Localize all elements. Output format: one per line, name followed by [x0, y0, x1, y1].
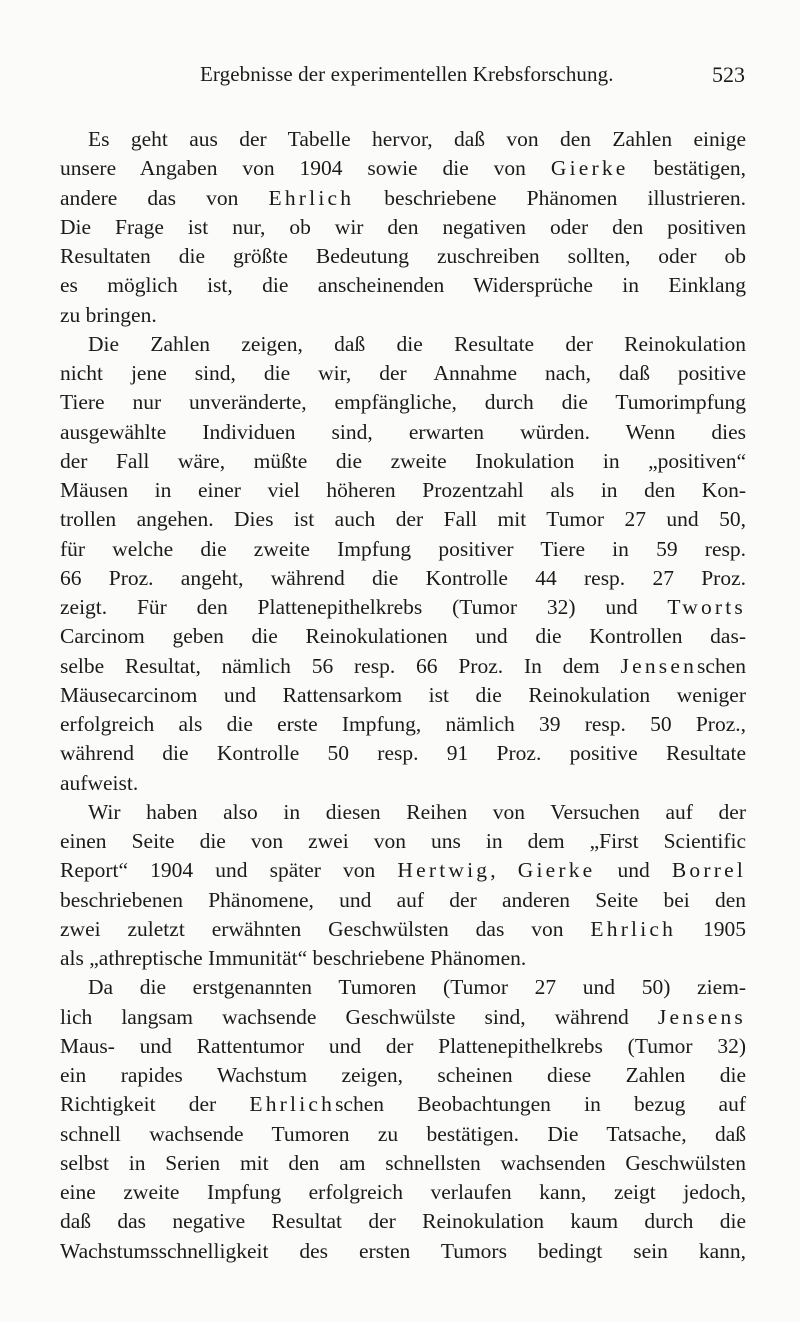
text-line: Maus- und Rattentumor und der Plattenepithelkrebs (Tumor 32) — [60, 1033, 746, 1058]
author-name: Jensen — [620, 653, 698, 678]
page-number: 523 — [712, 62, 745, 87]
author-name: Hertwig — [397, 858, 491, 883]
text-line: Wachstumsschnelligkeit des ersten Tumors bedingt sein kann, — [60, 1238, 746, 1263]
author-name: Borrel — [671, 858, 747, 883]
text-line: trollen angehen. Dies ist auch der Fall mit Tumor 27 und 50, — [60, 507, 746, 532]
text-line: selbst in Serien mit den am schnellsten wachsenden Geschwülsten — [60, 1150, 746, 1175]
text-line: für welche die zweite Impfung positiver Tiere in 59 resp. — [60, 536, 746, 561]
text-line: andere das von Ehrlich beschriebene Phänomen illustrieren. — [60, 185, 747, 210]
text-line: zwei zuletzt erwähnten Geschwülsten das von Ehrlich 1905 — [60, 916, 747, 941]
page-header — [60, 62, 745, 102]
text-line: Wir haben also in diesen Reihen von Versuchen auf der — [88, 799, 746, 824]
author-name: Ehrlich — [590, 916, 677, 941]
text-line: der Fall wäre, müßte die zweite Inokulation in „positiven“ — [60, 448, 746, 473]
text-line: zeigt. Für den Plattenepithelkrebs (Tumor 32) und Tworts — [60, 595, 746, 619]
text-line: erfolgreich als die erste Impfung, nämlich 39 resp. 50 Proz., — [60, 712, 746, 736]
text-line: unsere Angaben von 1904 sowie die von Gierke bestätigen, — [60, 156, 746, 181]
text-line: Die Zahlen zeigen, daß die Resultate der Reinokulation — [88, 331, 746, 356]
text-line: Da die erstgenannten Tumoren (Tumor 27 und 50) ziem- — [88, 975, 746, 1000]
text-line: es möglich ist, die anscheinenden Widersprüche in Einklang — [60, 273, 746, 298]
running-title: Ergebnisse der experimentellen Krebsforschung. — [200, 62, 614, 86]
text-line: Die Frage ist nur, ob wir den negativen oder den positiven — [60, 214, 746, 239]
author-name: Gierke — [550, 156, 629, 181]
text-line: 66 Proz. angeht, während die Kontrolle 44 resp. 27 Proz. — [60, 565, 746, 590]
text-line: ein rapides Wachstum zeigen, scheinen diese Zahlen die — [60, 1063, 746, 1087]
text-line: Carcinom geben die Reinokulationen und die Kontrollen das- — [60, 624, 746, 649]
text-line: Resultaten die größte Bedeutung zuschreiben sollten, oder ob — [60, 244, 746, 268]
text-line: als „athreptische Immunität“ beschriebene Phänomen. — [60, 946, 527, 970]
author-name: Gierke — [517, 858, 596, 883]
text-line: ausgewählte Individuen sind, erwarten würden. Wenn dies — [60, 419, 746, 444]
text-line: während die Kontrolle 50 resp. 91 Proz. positive Resultate — [60, 741, 746, 766]
text-line: einen Seite die von zwei von uns in dem „First Scientific — [60, 829, 746, 853]
text-line: Es geht aus der Tabelle hervor, daß von den Zahlen einige — [88, 127, 746, 151]
text-line: aufweist. — [60, 770, 139, 795]
author-name: Tworts — [667, 595, 746, 619]
text-line: Tiere nur unveränderte, empfängliche, durch die Tumorimpfung — [60, 390, 746, 415]
text-line: nicht jene sind, die wir, der Annahme nach, daß positive — [60, 361, 746, 385]
body-text — [60, 125, 746, 1266]
author-name: Jensens — [657, 1004, 746, 1029]
text-line: Richtigkeit der Ehrlichschen Beobachtungen in bezug auf — [60, 1092, 747, 1117]
text-line: Report“ 1904 und später von Hertwig, Gierke und Borrel — [60, 858, 747, 883]
author-name: Ehrlich — [249, 1092, 336, 1117]
text-line: Mäusecarcinom und Rattensarkom ist die Reinokulation weniger — [60, 682, 746, 707]
text-line: daß das negative Resultat der Reinokulation kaum durch die — [60, 1209, 746, 1234]
text-line: beschriebenen Phänomene, und auf der anderen Seite bei den — [60, 887, 746, 912]
author-name: Ehrlich — [268, 185, 355, 210]
text-line: eine zweite Impfung erfolgreich verlaufen kann, zeigt jedoch, — [60, 1180, 746, 1204]
text-line: selbe Resultat, nämlich 56 resp. 66 Proz. In dem Jensenschen — [60, 653, 746, 678]
text-line: schnell wachsende Tumoren zu bestätigen. Die Tatsache, daß — [60, 1121, 746, 1146]
text-line: Mäusen in einer viel höheren Prozentzahl als in den Kon- — [60, 478, 746, 502]
text-line: zu bringen. — [60, 302, 157, 327]
text-line: lich langsam wachsende Geschwülste sind, während Jensens — [60, 1004, 746, 1029]
